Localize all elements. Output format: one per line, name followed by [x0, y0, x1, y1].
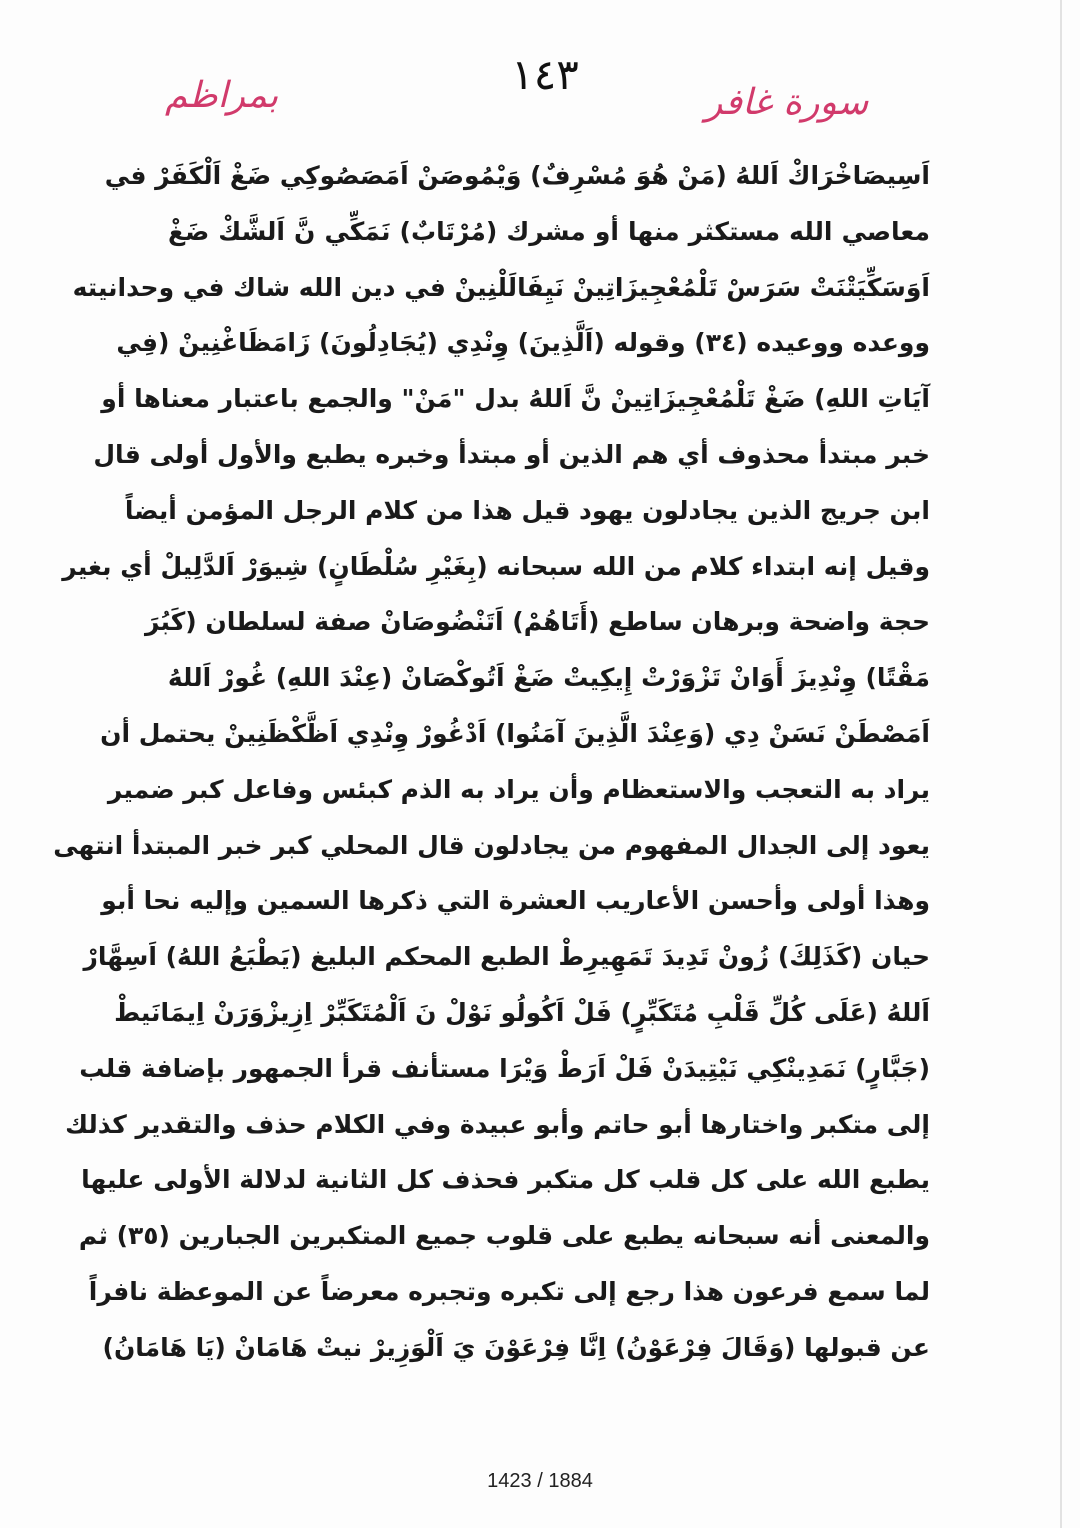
text-line: لما سمع فرعون هذا رجع إلى تكبره وتجبره معرضاً عن الموعظة نافراً — [88, 1276, 930, 1306]
body-text — [53, 148, 930, 1376]
text-line: يعود إلى الجدال المفهوم من يجادلون قال المحلي كبر خبر المبتدأ انتهى — [53, 830, 930, 860]
text-line: وهذا أولى وأحسن الأعاريب العشرة التي ذكرها السمين وإليه نحا أبو — [101, 886, 930, 916]
page-counter: 1423 / 1884 — [487, 1470, 593, 1492]
text-line: خبر مبتدأ محذوف أي هم الذين أو مبتدأ وخبره يطبع والأول أولى قال — [93, 439, 930, 469]
text-line: حيان (كَذَلِكَ) زُونْ تَدِيدَ تَمَهِيرِطْ الطبع المحكم البليغ (يَطْبَعُ اللهُ) اَسِهَّارْ — [83, 942, 930, 972]
text-line: ابن جريج الذين يجادلون يهود قيل هذا من كلام الرجل المؤمن أيضاً — [124, 495, 930, 525]
text-line: اَللهُ (عَلَى كُلِّ قَلْبِ مُتَكَبِّرٍ) فَلْ اَكُولُو نَوْلْ نَ اَلْمُتَكَبِّرْ اِزِيزْوَرَنْ اِيمَانَيطْ — [114, 997, 930, 1027]
text-line: معاصي الله مستكثر منها أو مشرك (مُرْتَابٌ) نَمَكِّي نَّ اَلشَّكْ ضَغْ — [168, 216, 930, 246]
text-line: والمعنى أنه سبحانه يطبع على قلوب جميع المتكبرين الجبارين (٣٥) ثم — [78, 1221, 930, 1251]
text-line: اَسِيصَاخْرَاكْ اَللهُ (مَنْ هُوَ مُسْرِفٌ) وَيْمُوصَنْ اَمَصَصُوكِي ضَغْ اَلْكَفَرْ في — [104, 161, 930, 190]
page-edge-shadow — [1060, 0, 1062, 1528]
text-line: عن قبولها (وَقَالَ فِرْعَوْنُ) اِنَّا فِرْعَوْنَ يَ اَلْوَزِيرْ نيتْ هَامَانْ (يَا هَامَانُ) — [102, 1332, 930, 1362]
page-number: ١٤٣ — [511, 50, 579, 99]
text-line: اَوَسَكِّيَتْنَتْ سَرَسْ تَلْمُعْجِيزَاتِينْ نَيِفَالَلْنِينْ في دين الله شاك في وحدانيته — [72, 272, 930, 302]
text-line: مَقْتًا) وِنْدِيزَ أَوَانْ تَزْوَرْتْ إِيكِيتْ ضَغْ اَتُوكْصَانْ (عِنْدَ اللهِ) غُورْ اَللهُ — [167, 663, 930, 693]
text-line: وقيل إنه ابتداء كلام من الله سبحانه (بِغَيْرِ سُلْطَانٍ) شِيوَرْ اَلدَّلِيلْ أي بغير — [62, 551, 930, 581]
text-line: اَمَصْطَنْ نَسَنْ دِي (وَعِنْدَ الَّذِينَ آمَنُوا) اَدْغُورْ وِنْدِي اَظَّكْظَنِينْ يحتمل أن — [100, 718, 930, 748]
text-line: إلى متكبر واختارها أبو حاتم وأبو عبيدة وفي الكلام حذف والتقدير كذلك — [65, 1109, 930, 1139]
text-line: آيَاتِ اللهِ) ضَغْ تَلْمُعْجِيزَاتِينْ نَّ اَللهُ بدل "مَنْ" والجمع باعتبار معناها أو — [101, 384, 930, 414]
handwritten-surah-name: سورة غافر — [705, 82, 869, 123]
text-line: يراد به التعجب والاستعظام وأن يراد به الذم كبئس وفاعل كبر ضمير — [107, 774, 930, 804]
text-line: يطبع الله على كل قلب كل متكبر فحذف كل الثانية لدلالة الأولى عليها — [81, 1165, 930, 1195]
text-line: ووعده ووعيده (٣٤) وقوله (اَلَّذِينَ) وِنْدِي (يُجَادِلُونَ) زَامَظَاغْنِينْ (فِي — [116, 328, 930, 358]
text-line: حجة واضحة وبرهان ساطع (أَتَاهُمْ) اَتَنْضُوصَانْ صفة لسلطان (كَبُرَ — [144, 607, 930, 637]
handwritten-note-left: بمراظم — [165, 75, 279, 116]
text-line: (جَبَّارٍ) نَمَدِينْكِي نَيْتِيدَنْ فَلْ اَرَطْ وَيْرَا مستأنف قرأ الجمهور بإضافة قلب — [79, 1053, 930, 1083]
